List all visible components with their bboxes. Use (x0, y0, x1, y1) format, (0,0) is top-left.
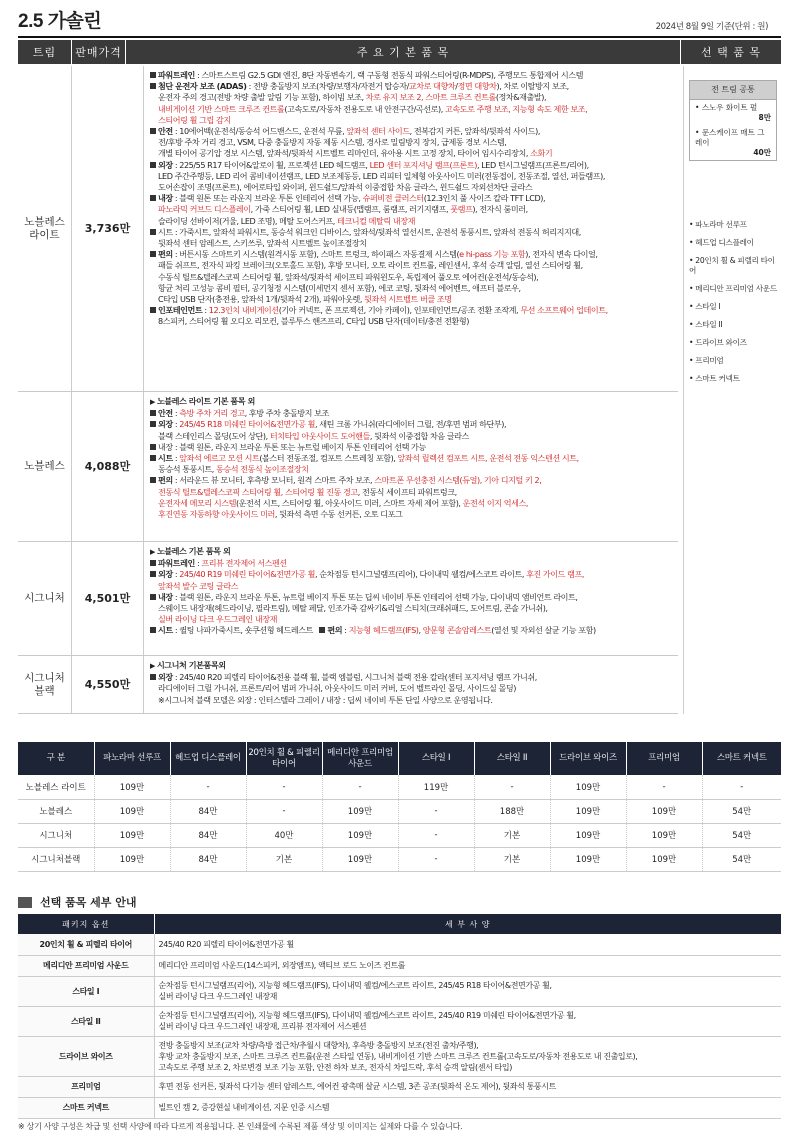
matrix-cell: 노블레스 (18, 799, 94, 823)
matrix-cell: - (246, 799, 322, 823)
matrix-cell: 109만 (626, 799, 702, 823)
col-header-price: 판매가격 (72, 40, 126, 64)
package-spec: 후면 전동 선커튼, 뒷좌석 다기능 센터 암레스트, 에어컨 광촉매 살균 시스템, 3존 공조(뒷좌석 온도 제어), 뒷좌석 통풍시트 (154, 1076, 781, 1097)
trim-price: 4,501만 (72, 542, 144, 655)
matrix-header: 드라이브 와이즈 (550, 742, 626, 775)
package-spec: 메리디안 프리미엄 사운드(14스피커, 외장앰프), 액티브 로드 노이즈 컨트롤 (154, 955, 781, 976)
trim-name: 시그니처 (18, 542, 72, 655)
matrix-cell: - (398, 799, 474, 823)
matrix-header: 헤드업 디스플레이 (170, 742, 246, 775)
matrix-cell: 109만 (322, 847, 398, 871)
matrix-cell: - (398, 847, 474, 871)
trim-row-signature-black (18, 656, 678, 714)
matrix-cell: 84만 (170, 847, 246, 871)
package-name: 프리미엄 (18, 1076, 154, 1097)
col-header-features: 주 요 기 본 품 목 (126, 40, 681, 64)
matrix-cell: 119만 (398, 775, 474, 799)
trim-row-signature (18, 542, 678, 656)
matrix-cell: 기본 (246, 847, 322, 871)
detail-section-title: 선택 품목 세부 안내 (18, 894, 137, 910)
package-spec: 전방 충돌방지 보조(교차 차량/측방 접근차/추월시 대향차), 후측방 충돌방지 보조(전진 출차/주행), 후방 교차 충돌방지 보조, 스마트 크루즈 컨트롤(운전 스타일 연동), 내비게이션 기반 스마트 크루즈 컨트롤(고속도로/자동차 전용도로 내 진출입로), 고속도로 주행 보조 2, 차로변경 보조 기능 포함, 안전 하차 보조, 전자식 차일드락, 후석 승객 알림(센서 타입) (154, 1036, 781, 1076)
trim-price: 3,736만 (72, 66, 144, 391)
common-color-options (689, 80, 777, 161)
matrix-cell: 40만 (246, 823, 322, 847)
trim-feature-list: ▶ 노블레스 기본 품목 외 파워트레인 : 프리뷰 전자제어 서스펜션 외장 : 245/40 R19 미쉐린 타이어&전면가공 휠, 순차점등 턴시그널램프(리어), 다이내믹 웰컴/에스코트 라이트, 후진 가이드 램프, 앞좌석 발수 코팅 글라스 내장 : 블랙 원톤, 라운지 브라운 투톤, 뉴트럴 베이지 투톤 또는 딥씨 네이비 투톤 인테리어 선택 가능, 다이내믹 앰비언트 라이트, 스웨이드 내장재(헤드라이닝, 필라트림), 메탈 페달, 인조가죽 감싸기&리얼 스티치(크래쉬패드, 도어트림, 콘솔 가니쉬), 실버 라이닝 다크 우드그레인 내장재 시트 : 퀼팅 나파가죽시트, 숏쿠션형 헤드레스트 편의 : 지능형 헤드램프(IFS), 양문형 콘솔암레스트(열선 및 자외선 살균 기능 포함) (150, 546, 596, 636)
detail-header-row (18, 914, 781, 934)
matrix-header: 20인치 휠 & 피렐리 타이어 (246, 742, 322, 775)
package-spec: 빌트인 캠 2, 증강현실 내비게이션, 지문 인증 시스템 (154, 1097, 781, 1118)
matrix-cell: 109만 (550, 799, 626, 823)
detail-header: 세 부 사 양 (154, 914, 781, 934)
package-spec: 순차점등 턴시그널램프(리어), 지능형 헤드램프(IFS), 다이내믹 웰컴/에스코트 라이트, 245/40 R19 미쉐린 타이어&전면가공 휠, 실버 라이닝 다크 우드그레인 내장재, 프리뷰 전자제어 서스펜션 (154, 1006, 781, 1036)
option-item: • 메리디안 프리미엄 사운드 (689, 284, 777, 293)
matrix-cell: 시그니처 (18, 823, 94, 847)
matrix-header: 파노라마 선루프 (94, 742, 170, 775)
option-price-matrix (18, 742, 781, 872)
matrix-cell: 시그니처블랙 (18, 847, 94, 871)
matrix-cell: - (702, 775, 781, 799)
matrix-cell: - (246, 775, 322, 799)
matrix-cell: 54만 (702, 847, 781, 871)
matrix-cell: 109만 (550, 775, 626, 799)
detail-row (18, 976, 781, 1006)
matrix-header: 스타일 I (398, 742, 474, 775)
matrix-cell: 84만 (170, 823, 246, 847)
option-item: • 드라이브 와이즈 (689, 338, 747, 347)
matrix-cell: 109만 (550, 847, 626, 871)
package-name: 드라이브 와이즈 (18, 1036, 154, 1076)
matrix-cell: 54만 (702, 823, 781, 847)
matrix-cell: 109만 (550, 823, 626, 847)
trim-feature-list: ▶ 노블레스 라이트 기본 품목 외 안전 : 측방 주차 거리 경고, 후방 주차 충돌방지 보조 외장 : 245/45 R18 미쉐린 타이어&전면가공 휠, 새틴 크롬 가니쉬(라디에이터 그릴, 전/후면 범퍼 하단부), 블랙 스테인리스 몰딩(도어 상단), 터치타입 아웃사이드 도어핸들, 뒷좌석 이중접합 차음 글라스 내장 : 블랙 원톤, 라운지 브라운 투톤 또는 뉴트럴 베이지 투톤 인테리어 선택 가능 시트 : 앞좌석 에르고 모션 시트(볼스터 전동조절, 컴포트 스트레칭 포함), 앞좌석 릴렉션 컴포트 시트, 운전석 전동 익스텐션 시트, 동승석 통풍시트, 동승석 전동식 높이조절장치 편의 : 서라운드 뷰 모니터, 후측방 모니터, 원격 스마트 주차 보조, 스마트폰 무선충전 시스템(듀얼), 기아 디지털 키 2, 전동식 틸트&텔레스코픽 스티어링 휠, 스티어링 휠 진동 경고, 전동식 세이프티 파워트렁크, 운전자세 메모리 시스템(운전석 시트, 스티어링 휠, 아웃사이드 미러, 스마트 자세 제어 포함), 운전석 이지 억세스, 후진연동 자동하향 아웃사이드 미러, 뒷좌석 측면 수동 선커튼, 오토 디포그 (150, 396, 579, 520)
trim-row-noblesse (18, 392, 678, 542)
detail-row (18, 1006, 781, 1036)
matrix-cell: 기본 (474, 847, 550, 871)
title-divider (18, 36, 781, 38)
package-name: 메리디안 프리미엄 사운드 (18, 955, 154, 976)
option-item: • 헤드업 디스플레이 (689, 238, 754, 247)
option-item: • 스타일 II (689, 320, 723, 329)
matrix-cell: 109만 (626, 847, 702, 871)
matrix-cell: 109만 (94, 847, 170, 871)
matrix-cell: 109만 (626, 823, 702, 847)
package-spec: 245/40 R20 피렐리 타이어&전면가공 휠 (154, 934, 781, 955)
trim-price: 4,550만 (72, 656, 144, 713)
matrix-header: 메리디안 프리미엄 사운드 (322, 742, 398, 775)
matrix-header: 스마트 커넥트 (702, 742, 781, 775)
detail-row (18, 934, 781, 955)
trim-feature-list: 파워트레인 : 스마트스트림 G2.5 GDI 엔진, 8단 자동변속기, 랙 구동형 전동식 파워스티어링(R-MDPS), 주행모드 통합제어 시스템 첨단 운전자 보조 (ADAS) : 전방 충돌방지 보조(차량/보행자/자전거 탑승자/교차로 대향차/정면 대향차), 차로 이탈방지 보조, 운전자 주의 경고(전방 차량 출발 알림 기능 포함), 하이빔 보조, 차로 유지 보조 2, 스마트 크루즈 컨트롤(정차&재출발), 내비게이션 기반 스마트 크루즈 컨트롤(고속도로/자동차 전용도로 내 안전구간/곡선로), 고속도로 주행 보조, 지능형 속도 제한 보조, 스티어링 휠 그립 감지 안전 : 10에어백(운전석/동승석 어드밴스드, 운전석 무릎, 앞좌석 센터 사이드, 전복감지 커튼, 앞좌석/뒷좌석 사이드), 전/후방 주차 거리 경고, VSM, 다중 충돌방지 자동 제동 시스템, 경사로 밀림방지 장치, 급제동 경보 시스템, 개별 타이어 공기압 경보 시스템, 앞좌석/뒷좌석 시트벨트 리마인더, 유아용 시트 고정 장치, 타이어 임시수리장치, 소화기 외장 : 225/55 R17 타이어&알로이 휠, 프로젝션 LED 헤드램프, LED 센터 포지셔닝 램프(프론트), LED 턴시그널램프(프론트/리어), LED 주간주행등, LED 리어 콤비네이션램프, LED 보조제동등, LED 리피터 일체형 아웃사이드 미러(전동접이, 전동조절, 열선, 퍼들램프), 도어손잡이 조명(프론트), 에어로타입 와이퍼, 윈드쉴드/앞좌석 이중접합 차음 글라스, 윈드쉴드 자외선차단 글라스 내장 : 블랙 원톤 또는 라운지 브라운 투톤 인테리어 선택 가능, 슈퍼비전 클러스터(12.3인치 풀 사이즈 칼라 TFT LCD), 파노라믹 커브드 디스플레이, 가죽 스티어링 휠, LED 실내등(맵램프, 룸램프, 러기지램프, 풋램프), 전자식 룸미러, 슬라이딩 선바이저(거울, LED 조명), 메탈 도어스커프, 테크니컬 메탈릭 내장재 시트 : 가죽시트, 앞좌석 파워시트, 동승석 워크인 디바이스, 앞좌석/뒷좌석 열선시트, 운전석 통풍시트, 앞좌석 전동식 허리지지대, 뒷좌석 센터 암레스트, 스키쓰루, 앞좌석 시트벨트 높이조절장치 편의 : 버튼시동 스마트키 시스템(원격시동 포함), 스마트 트렁크, 하이패스 자동결제 시스템(e hi-pass 기능 포함), 전자식 변속 다이얼, 패들 쉬프트, 전자식 파킹 브레이크(오토홀드 포함), 후방 모니터, 오토 라이트 컨트롤, 레인센서, 후석 승객 알림, 열선 스티어링 휠, 수동식 틸트&텔레스코픽 스티어링 휠, 앞좌석/뒷좌석 세이프티 파워윈도우, 독립제어 풀오토 에어컨(운전석/동승석), 항균 처리 고성능 콤비 필터, 공기청정 시스템(미세먼지 센서 포함), 에코 코팅, 뒷좌석 에어벤트, 애프터 블로우, C타입 USB 단자(충전용, 앞좌석 1개/뒷좌석 2개), 파워아웃렛, 뒷좌석 시트벨트 버클 조명 인포테인먼트 : 12.3인치 내비게이션(기아 커넥트, 폰 프로젝션, 기아 카페이), 인포테인먼트/공조 전환 조작계, 무선 소프트웨어 업데이트, 8스피커, 스티어링 휠 오디오 리모컨, 블루투스 핸즈프리, C타입 USB 단자(데이터/충전 전환형) (150, 70, 694, 328)
matrix-cell: - (170, 775, 246, 799)
matrix-header: 스타일 II (474, 742, 550, 775)
matrix-header: 구 분 (18, 742, 94, 775)
option-item: • 스타일 I (689, 302, 721, 311)
section-marker (18, 897, 32, 908)
detail-row (18, 1036, 781, 1076)
matrix-cell: 109만 (94, 823, 170, 847)
trim-price: 4,088만 (72, 392, 144, 541)
package-spec: 순차점등 턴시그널램프(리어), 지능형 헤드램프(IFS), 다이내믹 웰컴/에스코트 라이트, 245/45 R18 타이어&전면가공 휠, 실버 라이닝 다크 우드그레인 내장재 (154, 976, 781, 1006)
option-item: • 프리미엄 (689, 356, 724, 365)
matrix-cell: 109만 (94, 799, 170, 823)
matrix-row (18, 775, 781, 799)
trim-name: 노블레스 라이트 (18, 66, 72, 391)
trim-row-noblesse-light (18, 66, 678, 392)
detail-row (18, 1076, 781, 1097)
matrix-row (18, 799, 781, 823)
package-name: 스타일 II (18, 1006, 154, 1036)
detail-row (18, 955, 781, 976)
package-name: 스마트 커넥트 (18, 1097, 154, 1118)
trim-name: 시그니처 블랙 (18, 656, 72, 713)
option-item: • 스마트 커넥트 (689, 374, 740, 383)
package-name: 스타일 I (18, 976, 154, 1006)
matrix-header-row (18, 742, 781, 775)
options-panel (683, 66, 781, 714)
matrix-cell: 54만 (702, 799, 781, 823)
matrix-cell: 109만 (322, 823, 398, 847)
matrix-cell: - (322, 775, 398, 799)
matrix-header: 프리미엄 (626, 742, 702, 775)
col-header-trim: 트림 (18, 40, 72, 64)
col-header-options: 선 택 품 목 (681, 40, 781, 64)
matrix-cell: 188만 (474, 799, 550, 823)
option-list (689, 220, 781, 392)
matrix-cell: 84만 (170, 799, 246, 823)
matrix-cell: 109만 (322, 799, 398, 823)
color-option: • 문스케이프 매트 그레이 40만 (695, 128, 771, 157)
option-item: • 파노라마 선루프 (689, 220, 747, 229)
page-title: 2.5 가솔린 (18, 11, 102, 32)
color-option: • 스노우 화이트 펄 8만 (695, 103, 771, 122)
matrix-cell: 109만 (94, 775, 170, 799)
price-basis-date: 2024년 8월 9일 기준(단위 : 원) (655, 22, 768, 32)
matrix-row (18, 847, 781, 871)
detail-row (18, 1097, 781, 1118)
package-name: 20인치 휠 & 피렐리 타이어 (18, 934, 154, 955)
matrix-row (18, 823, 781, 847)
detail-header: 패키지 옵션 (18, 914, 154, 934)
footnote: ※ 상기 사양 구성은 차급 및 선택 사양에 따라 다르게 적용됩니다. 본 인쇄물에 수록된 제품 색상 및 이미지는 실제와 다를 수 있습니다. (18, 1122, 463, 1131)
option-item: • 20인치 휠 & 피렐리 타이어 (689, 256, 775, 275)
matrix-cell: - (474, 775, 550, 799)
matrix-cell: - (626, 775, 702, 799)
trim-feature-list: ▶ 시그니처 기본품목외 외장 : 245/40 R20 피렐리 타이어&전용 블랙 휠, 블랙 엠블럼, 시그니처 블랙 전용 칼라(센터 포지셔닝 램프 가니쉬, 라디에이터 그릴 가니쉬, 프론트/리어 범퍼 가니쉬, 아웃사이드 미러 커버, 도어 벨트라인 몰딩, 사이드실 몰딩) ※시그니처 블랙 모델은 외장 : 인터스텔라 그레이 / 내장 : 딥씨 네이비 투톤 단일 사양으로 운영됩니다. (150, 660, 537, 705)
option-detail-table (18, 914, 781, 1119)
matrix-cell: 노블레스 라이트 (18, 775, 94, 799)
trim-name: 노블레스 (18, 392, 72, 541)
matrix-cell: - (398, 823, 474, 847)
matrix-cell: 기본 (474, 823, 550, 847)
common-options-header: 전 트림 공통 (690, 81, 776, 100)
